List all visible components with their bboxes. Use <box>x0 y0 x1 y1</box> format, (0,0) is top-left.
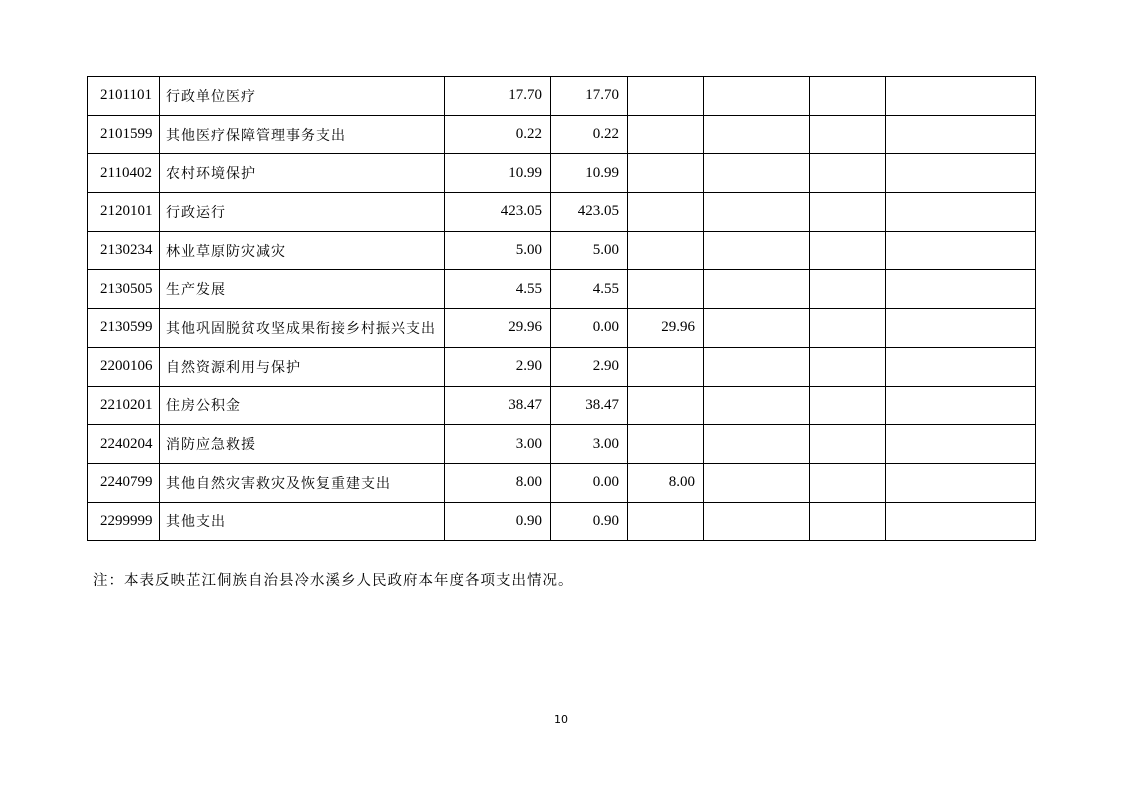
cell-col3 <box>628 154 704 193</box>
cell-col4 <box>704 154 810 193</box>
table-row <box>88 425 1036 464</box>
cell-col4 <box>704 502 810 541</box>
cell-col1: 0.90 <box>445 502 551 541</box>
cell-col4 <box>704 386 810 425</box>
cell-name: 其他自然灾害救灾及恢复重建支出 <box>160 463 445 502</box>
cell-col2: 38.47 <box>551 386 628 425</box>
cell-col6 <box>886 231 1036 270</box>
cell-code: 2120101 <box>88 193 160 232</box>
cell-col5 <box>810 347 886 386</box>
table-row <box>88 347 1036 386</box>
cell-col5 <box>810 154 886 193</box>
cell-col1: 3.00 <box>445 425 551 464</box>
cell-col3 <box>628 425 704 464</box>
cell-code: 2130599 <box>88 309 160 348</box>
cell-code: 2130505 <box>88 270 160 309</box>
cell-col1: 17.70 <box>445 77 551 116</box>
cell-code: 2101101 <box>88 77 160 116</box>
cell-col5 <box>810 231 886 270</box>
cell-col6 <box>886 309 1036 348</box>
cell-col1: 5.00 <box>445 231 551 270</box>
cell-col2: 10.99 <box>551 154 628 193</box>
table-body <box>88 77 1036 541</box>
cell-col3 <box>628 386 704 425</box>
cell-col3 <box>628 502 704 541</box>
cell-col4 <box>704 231 810 270</box>
cell-code: 2240204 <box>88 425 160 464</box>
cell-col1: 29.96 <box>445 309 551 348</box>
cell-col3 <box>628 193 704 232</box>
cell-col1: 38.47 <box>445 386 551 425</box>
cell-col2: 0.90 <box>551 502 628 541</box>
cell-name: 生产发展 <box>160 270 445 309</box>
cell-col2: 2.90 <box>551 347 628 386</box>
cell-col1: 0.22 <box>445 115 551 154</box>
cell-col4 <box>704 309 810 348</box>
cell-col5 <box>810 309 886 348</box>
cell-name: 其他巩固脱贫攻坚成果衔接乡村振兴支出 <box>160 309 445 348</box>
table-row <box>88 115 1036 154</box>
cell-col3 <box>628 347 704 386</box>
table-row <box>88 193 1036 232</box>
cell-col5 <box>810 386 886 425</box>
cell-col2: 0.00 <box>551 463 628 502</box>
cell-col5 <box>810 115 886 154</box>
cell-col5 <box>810 193 886 232</box>
page-number: 10 <box>554 713 568 726</box>
cell-col2: 0.22 <box>551 115 628 154</box>
cell-col4 <box>704 463 810 502</box>
cell-code: 2110402 <box>88 154 160 193</box>
cell-col3: 29.96 <box>628 309 704 348</box>
cell-col6 <box>886 154 1036 193</box>
cell-name: 其他支出 <box>160 502 445 541</box>
cell-col2: 4.55 <box>551 270 628 309</box>
cell-col4 <box>704 347 810 386</box>
cell-col1: 423.05 <box>445 193 551 232</box>
cell-col6 <box>886 270 1036 309</box>
cell-col6 <box>886 502 1036 541</box>
cell-name: 住房公积金 <box>160 386 445 425</box>
expenditure-table <box>87 76 1036 541</box>
table-row <box>88 386 1036 425</box>
cell-name: 自然资源利用与保护 <box>160 347 445 386</box>
cell-code: 2200106 <box>88 347 160 386</box>
cell-col1: 2.90 <box>445 347 551 386</box>
cell-col5 <box>810 77 886 116</box>
cell-name: 其他医疗保障管理事务支出 <box>160 115 445 154</box>
cell-col2: 17.70 <box>551 77 628 116</box>
cell-code: 2299999 <box>88 502 160 541</box>
cell-col4 <box>704 270 810 309</box>
table-row <box>88 154 1036 193</box>
cell-col1: 8.00 <box>445 463 551 502</box>
cell-col6 <box>886 193 1036 232</box>
cell-col6 <box>886 77 1036 116</box>
cell-col4 <box>704 77 810 116</box>
cell-col6 <box>886 463 1036 502</box>
cell-col5 <box>810 502 886 541</box>
cell-code: 2101599 <box>88 115 160 154</box>
cell-name: 农村环境保护 <box>160 154 445 193</box>
table-row <box>88 502 1036 541</box>
cell-col1: 10.99 <box>445 154 551 193</box>
cell-col3 <box>628 270 704 309</box>
cell-name: 消防应急救援 <box>160 425 445 464</box>
table-note: 注：本表反映芷江侗族自治县冷水溪乡人民政府本年度各项支出情况。 <box>93 573 574 589</box>
cell-col4 <box>704 115 810 154</box>
cell-name: 行政单位医疗 <box>160 77 445 116</box>
table-row <box>88 270 1036 309</box>
cell-col2: 5.00 <box>551 231 628 270</box>
cell-col3 <box>628 77 704 116</box>
table-row <box>88 309 1036 348</box>
table-row <box>88 231 1036 270</box>
cell-code: 2240799 <box>88 463 160 502</box>
cell-col2: 0.00 <box>551 309 628 348</box>
table-row <box>88 77 1036 116</box>
cell-col6 <box>886 386 1036 425</box>
cell-col5 <box>810 270 886 309</box>
cell-col3: 8.00 <box>628 463 704 502</box>
cell-code: 2130234 <box>88 231 160 270</box>
cell-col3 <box>628 231 704 270</box>
cell-col2: 423.05 <box>551 193 628 232</box>
cell-name: 行政运行 <box>160 193 445 232</box>
cell-col4 <box>704 193 810 232</box>
cell-col2: 3.00 <box>551 425 628 464</box>
cell-col1: 4.55 <box>445 270 551 309</box>
cell-col6 <box>886 347 1036 386</box>
cell-col6 <box>886 425 1036 464</box>
cell-col3 <box>628 115 704 154</box>
cell-col4 <box>704 425 810 464</box>
cell-col5 <box>810 425 886 464</box>
cell-col6 <box>886 115 1036 154</box>
cell-col5 <box>810 463 886 502</box>
cell-name: 林业草原防灾减灾 <box>160 231 445 270</box>
cell-code: 2210201 <box>88 386 160 425</box>
table-row <box>88 463 1036 502</box>
